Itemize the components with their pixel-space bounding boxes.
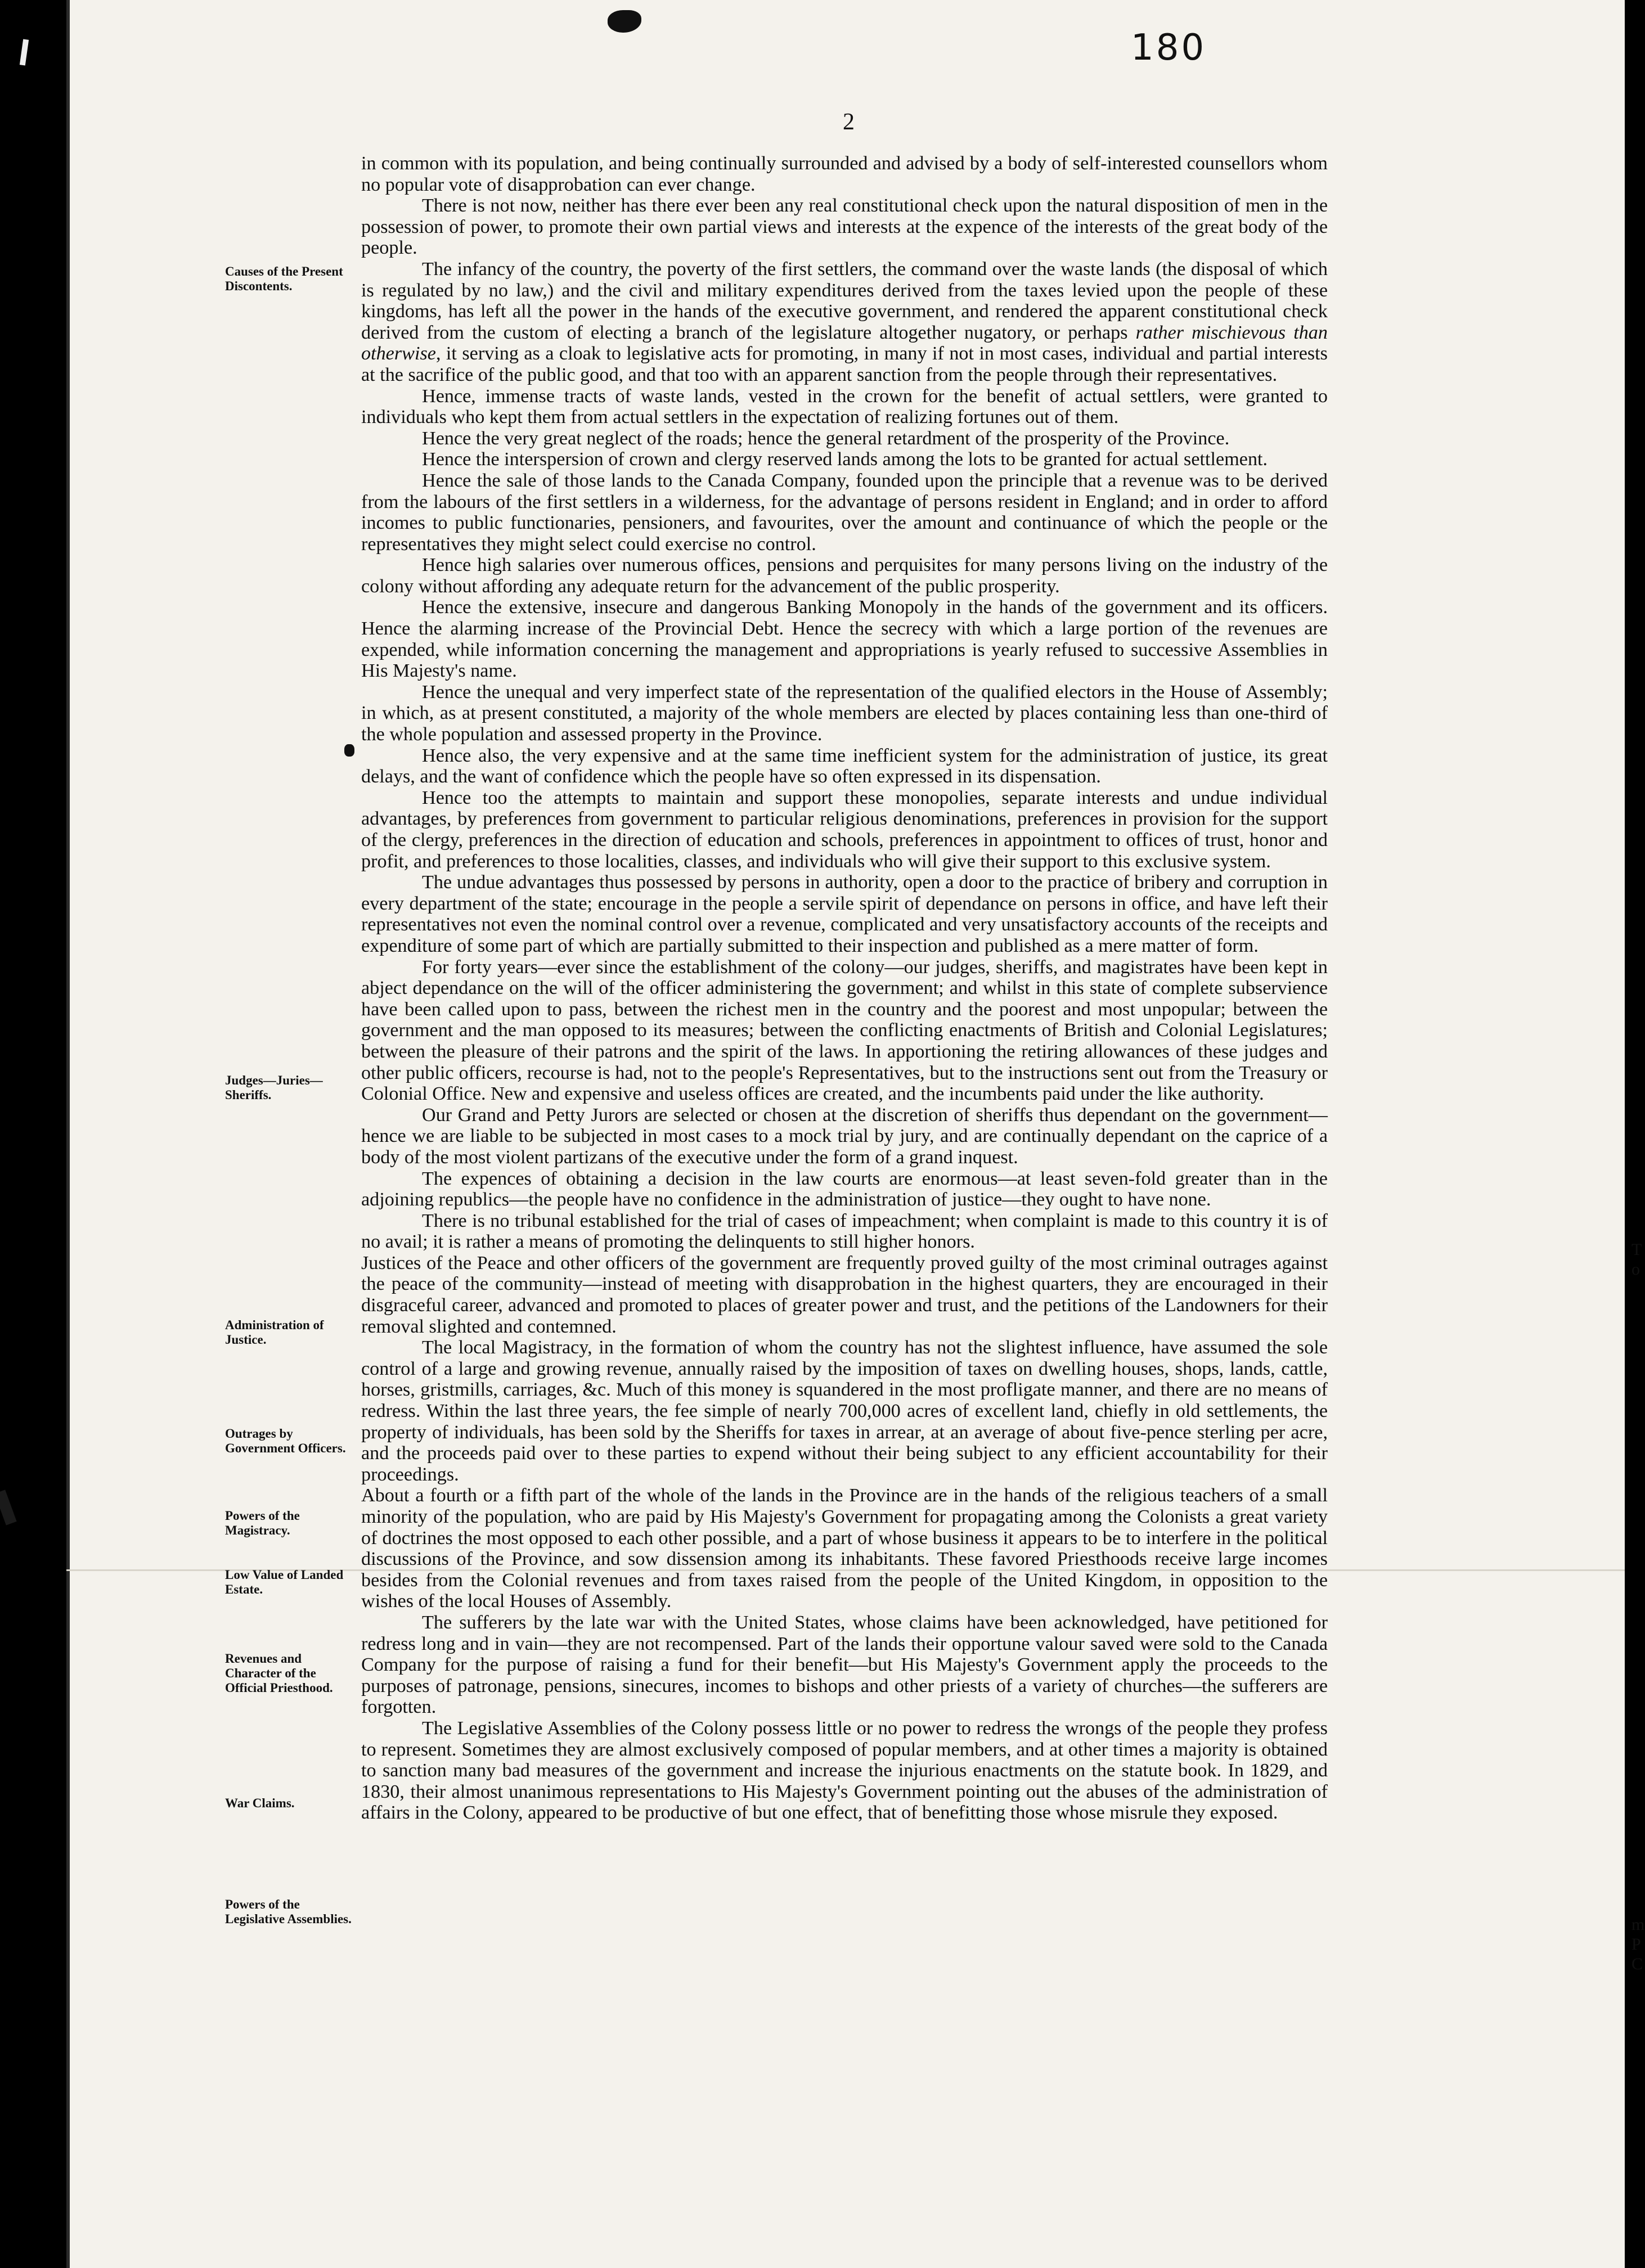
paragraph: There is not now, neither has there ever been any real constitutional check upon the natural disposition of men in the possession of power, to promote their own partial views and interests at the expence of the interests of the great body of the people. (361, 195, 1328, 259)
body-text (361, 153, 1328, 1824)
paragraph: The Legislative Assemblies of the Colony possess little or no power to redress the wrongs of the people they profess to represent. Sometimes they are almost exclusively composed of popular members, and at other times a majority is obtained to sanction many bad measures of the government and increase the injurious enactments on the statute book. In 1829, and 1830, their almost unanimous representations to His Majesty's Government pointing out the abuses of the administration of affairs in the Colony, appeared to be productive of but one effect, that of benefitting those whose misrule they exposed. (361, 1717, 1328, 1824)
paragraph: There is no tribunal established for the trial of cases of impeachment; when complaint is made to this country it is of no avail; it is rather a means of promoting the delinquents to still higher honors. (361, 1210, 1328, 1253)
margin-note-landed: Low Value of Landed Estate. (225, 1568, 344, 1596)
paragraph: The local Magistracy, in the formation of whom the country has not the slightest influence, have assumed the sole control of a large and growing revenue, annually raised by the imposition of taxes on dwelling houses, shops, lands, cattle, horses, gristmills, carriages, &c. Much of this money is squandered in the most profligate manner, and there are no means of redress. Within the last three years, the fee simple of nearly 700,000 acres of excellent land, chiefly in old settlements, the property of individuals, has been sold by the Sheriffs for taxes in arrear, at an average of about five-pence sterling per acre, and the proceeds paid over to these parties to expend without their being subject to any efficient accountability for their proceedings. (361, 1337, 1328, 1485)
margin-note-justice: Administration of Justice. (225, 1318, 324, 1347)
cut-off-text: m (1631, 1915, 1645, 1934)
paragraph-text: The infancy of the country, the poverty of the first settlers, the command over the waste lands (the disposal of which is regulated by no law,) and the civil and military expenditures derived from the taxes levied upon the people of these kingdoms, has left all the power in the hands of the executive government, and rendered the apparent constitutional check derived from the custom of electing a branch of the legislature altogether nugatory, or perhaps (361, 258, 1328, 343)
paragraph: Hence the interspersion of crown and clergy reserved lands among the lots to be granted for actual settlement. (422, 449, 1268, 470)
paragraph: Hence the sale of those lands to the Canada Company, founded upon the principle that a revenue was to be derived from the labours of the first settlers in a wilderness, for the advantage of persons resident in England; and in order to afford incomes to public functionaries, pensioners, and favourites, over the amount and continuance of which the people or the representatives they might select could exercise no control. (361, 470, 1328, 555)
paragraph: in common with its population, and being continually surrounded and advised by a body of self-interested counsellors whom no popular vote of disapprobation can ever change. (361, 153, 1328, 195)
paragraph-text: , it serving as a cloak to legislative acts for promoting, in many if not in most cases, individual and partial interests at the sacrifice of the public good, and that too with an apparent sanction from the people through their representatives. (361, 343, 1328, 385)
margin-note-judges: Judges—Juries—Sheriffs. (225, 1073, 323, 1102)
page-number: 2 (843, 109, 855, 135)
paragraph: The undue advantages thus possessed by persons in authority, open a door to the practice of bribery and corruption in every department of the state; encourage in the people a servile spirit of dependance on persons in office, and have left their representatives not even the nominal control over a revenue, complicated and very unsatisfactory accounts of the receipts and expenditure of some part of which are partially submitted to their inspection and published as a mere matter of form. (361, 872, 1328, 956)
margin-note-war: War Claims. (225, 1796, 295, 1810)
cut-off-text: P (1631, 1935, 1641, 1954)
cut-off-text: C (1631, 1955, 1643, 1973)
paragraph (361, 259, 1328, 386)
paragraph: Hence too the attempts to maintain and support these monopolies, separate interests and undue individual advantages, by preferences from government to particular religious denominations, preferences in provision for the support of the clergy, preferences in the direction of education and schools, preferences in appointment to offices of trust, honor and profit, and preferences to those localities, classes, and individuals who will give their support to this exclusive system. (361, 787, 1328, 872)
paragraph: Hence the unequal and very imperfect state of the representation of the qualified electors in the House of Assembly; in which, as at present constituted, a majority of the whole members are elected by places containing less than one-third of the whole population and assessed property in the Province. (361, 681, 1328, 745)
edge-mark (0, 1490, 17, 1525)
paragraph: The sufferers by the late war with the United States, whose claims have been acknowledged, have petitioned for redress long and in vain—they are not recompensed. Part of the lands their opportune valour saved were sold to the Canada Company for the purpose of raising a fund for their benefit—but His Majesty's Government apply the proceeds to the purposes of patronage, pensions, sinecures, incomes to bishops and other priests of a variety of churches—the sufferers are forgotten. (361, 1612, 1328, 1718)
paragraph: Hence high salaries over numerous offices, pensions and perquisites for many persons living on the industry of the colony without affording any adequate return for the advancement of the public prosperity. (361, 555, 1328, 597)
paragraph: About a fourth or a fifth part of the whole of the lands in the Province are in the hands of the religious teachers of a small minority of the population, who are paid by His Majesty's Government for propagating among the Colonists a great variety of doctrines the most opposed to each other possible, and a part of whose business it appears to be to interfere in the political discussions of the Province, and sow dissension among its inhabitants. These favored Priesthoods receive large incomes besides from the Colonial revenues and from taxes raised from the people of the United Kingdom, in opposition to the wishes of the local Houses of Assembly. (361, 1485, 1328, 1612)
paragraph: Justices of the Peace and other officers of the government are frequently proved guilty of the most criminal outrages against the peace of the community—instead of meeting with disapprobation in the highest quarters, they are encouraged in their disgraceful career, advanced and promoted to places of greater power and trust, and the petitions of the Landowners for their removal slighted and contemned. (361, 1252, 1328, 1337)
margin-note-causes: Causes of the Present Discontents. (225, 264, 343, 293)
margin-note-outrages: Outrages by Government Officers. (225, 1426, 346, 1455)
ink-mark (344, 744, 354, 757)
paragraph: The expences of obtaining a decision in the law courts are enormous—at least seven-fold greater than in the adjoining republics—the people have no confidence in the administration of justice—they ought to have none. (361, 1168, 1328, 1210)
paragraph: Hence, immense tracts of waste lands, vested in the crown for the benefit of actual settlers, were granted to individuals who kept them from actual settlers in the expectation of realizing fortunes out of them. (361, 385, 1328, 428)
paragraph: Hence also, the very expensive and at the same time inefficient system for the administration of justice, its great delays, and the want of confidence which the people have so often expressed in its dispensation. (361, 745, 1328, 788)
cut-off-text: T (1631, 1240, 1642, 1259)
paragraph: Our Grand and Petty Jurors are selected or chosen at the discretion of sheriffs thus dependant on the government—hence we are liable to be subjected in most cases to a mock trial by jury, and are continually dependant on the caprice of a body of the most violent partizans of the executive under the form of a grand inquest. (361, 1104, 1328, 1168)
margin-note-priesthood: Revenues and Character of the Official Priesthood. (225, 1652, 333, 1695)
emphasis-text: rather mischievous than otherwise (361, 322, 1328, 364)
cut-off-text: o (1631, 1260, 1640, 1279)
paragraph: For forty years—ever since the establishment of the colony—our judges, sheriffs, and magistrates have been kept in abject dependance on the will of the officer administering the government; and whilst in this state of complete subservience have been called upon to pass, between the richest men in the country and the poorest and most unpopular; between the government and the man opposed to its measures; between the conflicting enactments of British and Colonial Legislatures; between the pleasure of their patrons and the spirit of the laws. In apportioning the retiring allowances of these judges and other public officers, recourse is had, not to the people's Representatives, but to the instructions sent out from the Treasury or Colonial Office. New and expensive and useless offices are created, and the incumbents paid under the like authority. (361, 956, 1328, 1105)
paragraph: Hence the very great neglect of the roads; hence the general retardment of the prosperity of the Province. (422, 428, 1230, 449)
edge-mark (20, 39, 29, 66)
archive-number: 180 (1131, 27, 1207, 69)
page-edge-shadow (66, 0, 70, 2268)
margin-note-assemblies: Powers of the Legislative Assemblies. (225, 1897, 352, 1926)
paragraph: Hence the extensive, insecure and dangerous Banking Monopoly in the hands of the government and its officers. Hence the alarming increase of the Provincial Debt. Hence the secrecy with which a large portion of the revenues are expended, while information concerning the management and appropriations is yearly refused to successive Assemblies in His Majesty's name. (361, 597, 1328, 682)
margin-note-magistracy: Powers of the Magistracy. (225, 1509, 300, 1537)
